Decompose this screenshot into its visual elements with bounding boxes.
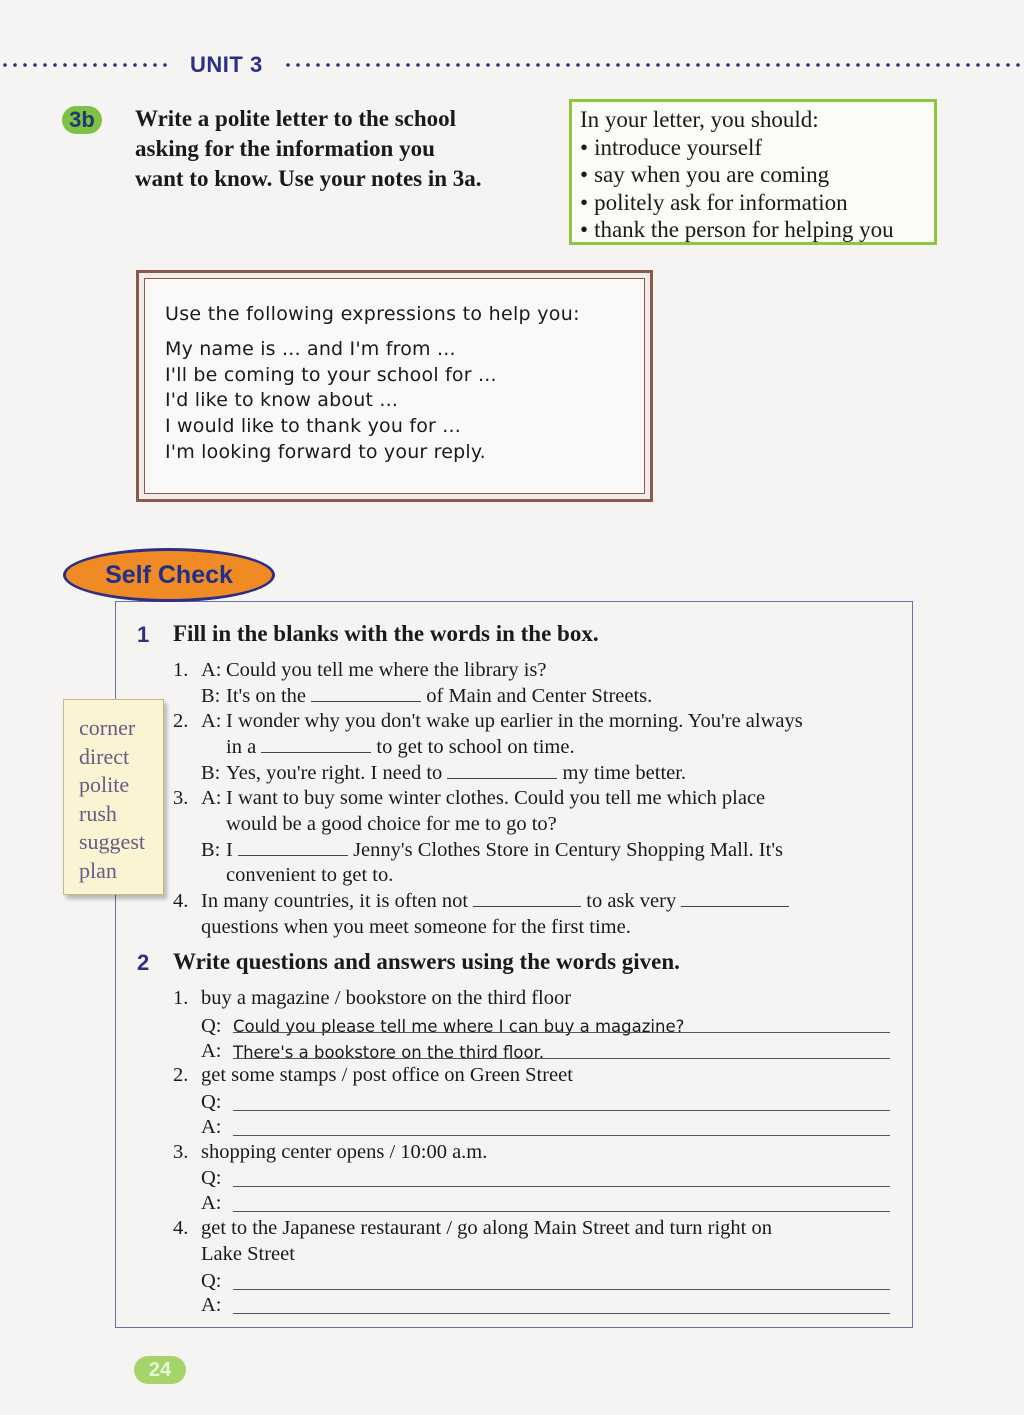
q3-a-label: A: <box>201 787 222 809</box>
unit-title: UNIT 3 <box>190 52 263 77</box>
q3-a-text1: I want to buy some winter clothes. Could you tell me which place <box>226 787 766 809</box>
tip-item: • politely ask for information <box>580 189 934 217</box>
instruction-line: Write a polite letter to the school <box>135 106 457 131</box>
q1-b-label: B: <box>201 685 221 707</box>
s2-item1-prompt: buy a magazine / bookstore on the third floor <box>201 987 572 1009</box>
tip-item: • introduce yourself <box>580 134 934 162</box>
tip-item: • say when you are coming <box>580 161 934 189</box>
q2-b-pre: Yes, you're right. I need to <box>226 762 443 784</box>
s2-item3-a-label: A: <box>201 1192 222 1214</box>
s2-item3-q-label: Q: <box>201 1167 222 1189</box>
q4-pre: In many countries, it is often not <box>201 890 469 912</box>
s2-item4-num: 4. <box>173 1217 189 1239</box>
q3-b-pre: I <box>226 839 233 861</box>
section-2-number: 2 <box>137 950 150 975</box>
q3-num: 3. <box>173 787 189 809</box>
expressions-box <box>136 270 653 502</box>
q2-a-pre2: in a <box>226 736 257 758</box>
q1-a-text: Could you tell me where the library is? <box>226 659 547 681</box>
tips-heading: In your letter, you should: <box>580 107 819 132</box>
section-1-title: Fill in the blanks with the words in the box. <box>173 621 599 646</box>
q2-b-post: my time better. <box>562 762 687 784</box>
s2-item4-a-label: A: <box>201 1294 222 1316</box>
q1-num: 1. <box>173 659 189 681</box>
q4-mid: to ask very <box>586 890 677 912</box>
letter-tips-box <box>569 99 937 245</box>
s2-item4-prompt: get to the Japanese restaurant / go along Main Street and turn right on <box>201 1217 772 1239</box>
q4-blank-1[interactable] <box>473 888 581 907</box>
s2-item2-a-label: A: <box>201 1116 222 1138</box>
s2-item1-num: 1. <box>173 987 189 1009</box>
s2-item4-q-label: Q: <box>201 1270 222 1292</box>
s2-item4-prompt2: Lake Street <box>201 1243 295 1265</box>
header-dots-left <box>0 62 172 68</box>
answer-line[interactable] <box>233 1289 890 1290</box>
page-number: 24 <box>134 1356 186 1384</box>
task-3b-badge: 3b <box>62 106 102 134</box>
q1-b-post: of Main and Center Streets. <box>426 685 653 707</box>
expressions-heading: Use the following expressions to help you: <box>165 303 580 325</box>
instruction-line: asking for the information you <box>135 136 435 161</box>
answer-line[interactable] <box>233 1135 890 1136</box>
s2-item1-q-label: Q: <box>201 1015 222 1037</box>
header-dots-right <box>283 62 1024 68</box>
q2-blank-2[interactable] <box>447 760 557 779</box>
q2-a-line2 <box>226 734 575 760</box>
q2-a-label: A: <box>201 710 222 732</box>
expression-line: I'd like to know about ... <box>165 389 399 412</box>
expressions-inner <box>144 278 645 494</box>
word-item: rush <box>79 800 117 826</box>
q3-blank[interactable] <box>238 837 348 856</box>
q3-a-text2: would be a good choice for me to go to? <box>226 813 557 835</box>
expression-line: I'm looking forward to your reply. <box>165 440 486 463</box>
q4-num: 4. <box>173 890 189 912</box>
q3-b-line <box>226 837 783 863</box>
expression-line: I would like to thank you for ... <box>165 415 462 438</box>
word-item: corner <box>79 715 136 740</box>
expression-line: My name is ... and I'm from ... <box>165 338 456 360</box>
s2-item2-num: 2. <box>173 1064 189 1086</box>
section-2-title: Write questions and answers using the words given. <box>173 949 680 974</box>
answer-line[interactable] <box>233 1110 890 1111</box>
instruction-line: want to know. Use your notes in 3a. <box>135 166 482 191</box>
q3-b-label: B: <box>201 839 221 861</box>
word-item: polite <box>79 772 130 797</box>
q2-b-label: B: <box>201 762 221 784</box>
q1-b-pre: It's on the <box>226 685 306 707</box>
q2-num: 2. <box>173 710 189 732</box>
s2-item1-q-answer: Could you please tell me where I can buy a magazine? <box>233 1017 685 1036</box>
s2-item3-prompt: shopping center opens / 10:00 a.m. <box>201 1141 488 1163</box>
q2-b-line <box>226 760 686 786</box>
section-1-number: 1 <box>137 622 150 647</box>
q2-a-post2: to get to school on time. <box>376 736 575 758</box>
tip-item: • thank the person for helping you <box>580 216 934 244</box>
q3-b-text2: convenient to get to. <box>226 864 394 886</box>
answer-line[interactable] <box>233 1032 890 1033</box>
s2-item2-prompt: get some stamps / post office on Green Street <box>201 1064 573 1086</box>
task-3b-instruction <box>135 104 555 194</box>
answer-line[interactable] <box>233 1313 890 1314</box>
answer-line[interactable] <box>233 1211 890 1212</box>
q1-b-line <box>226 683 652 709</box>
answer-line[interactable] <box>233 1186 890 1187</box>
s2-item1-a-answer: There's a bookstore on the third floor. <box>233 1043 545 1062</box>
q4-line2: questions when you meet someone for the first time. <box>201 916 631 938</box>
self-check-title: Self Check <box>63 548 275 602</box>
word-item: suggest <box>79 829 145 854</box>
s2-item1-a-label: A: <box>201 1040 222 1062</box>
q3-b-post: Jenny's Clothes Store in Century Shopping Mall. It's <box>353 839 783 861</box>
q1-blank[interactable] <box>311 683 421 702</box>
answer-line[interactable] <box>233 1058 890 1059</box>
word-item: direct <box>79 743 130 769</box>
q4-blank-2[interactable] <box>681 888 789 907</box>
q2-blank-1[interactable] <box>261 734 371 753</box>
q1-a-label: A: <box>201 659 222 681</box>
tips-list <box>580 134 934 244</box>
word-item: plan <box>79 857 117 883</box>
expression-line: I'll be coming to your school for ... <box>165 363 497 386</box>
s2-item2-q-label: Q: <box>201 1091 222 1113</box>
s2-item3-num: 3. <box>173 1141 189 1163</box>
q2-a-text1: I wonder why you don't wake up earlier in the morning. You're always <box>226 710 803 732</box>
q4-line1 <box>201 888 789 914</box>
word-box <box>63 699 164 895</box>
